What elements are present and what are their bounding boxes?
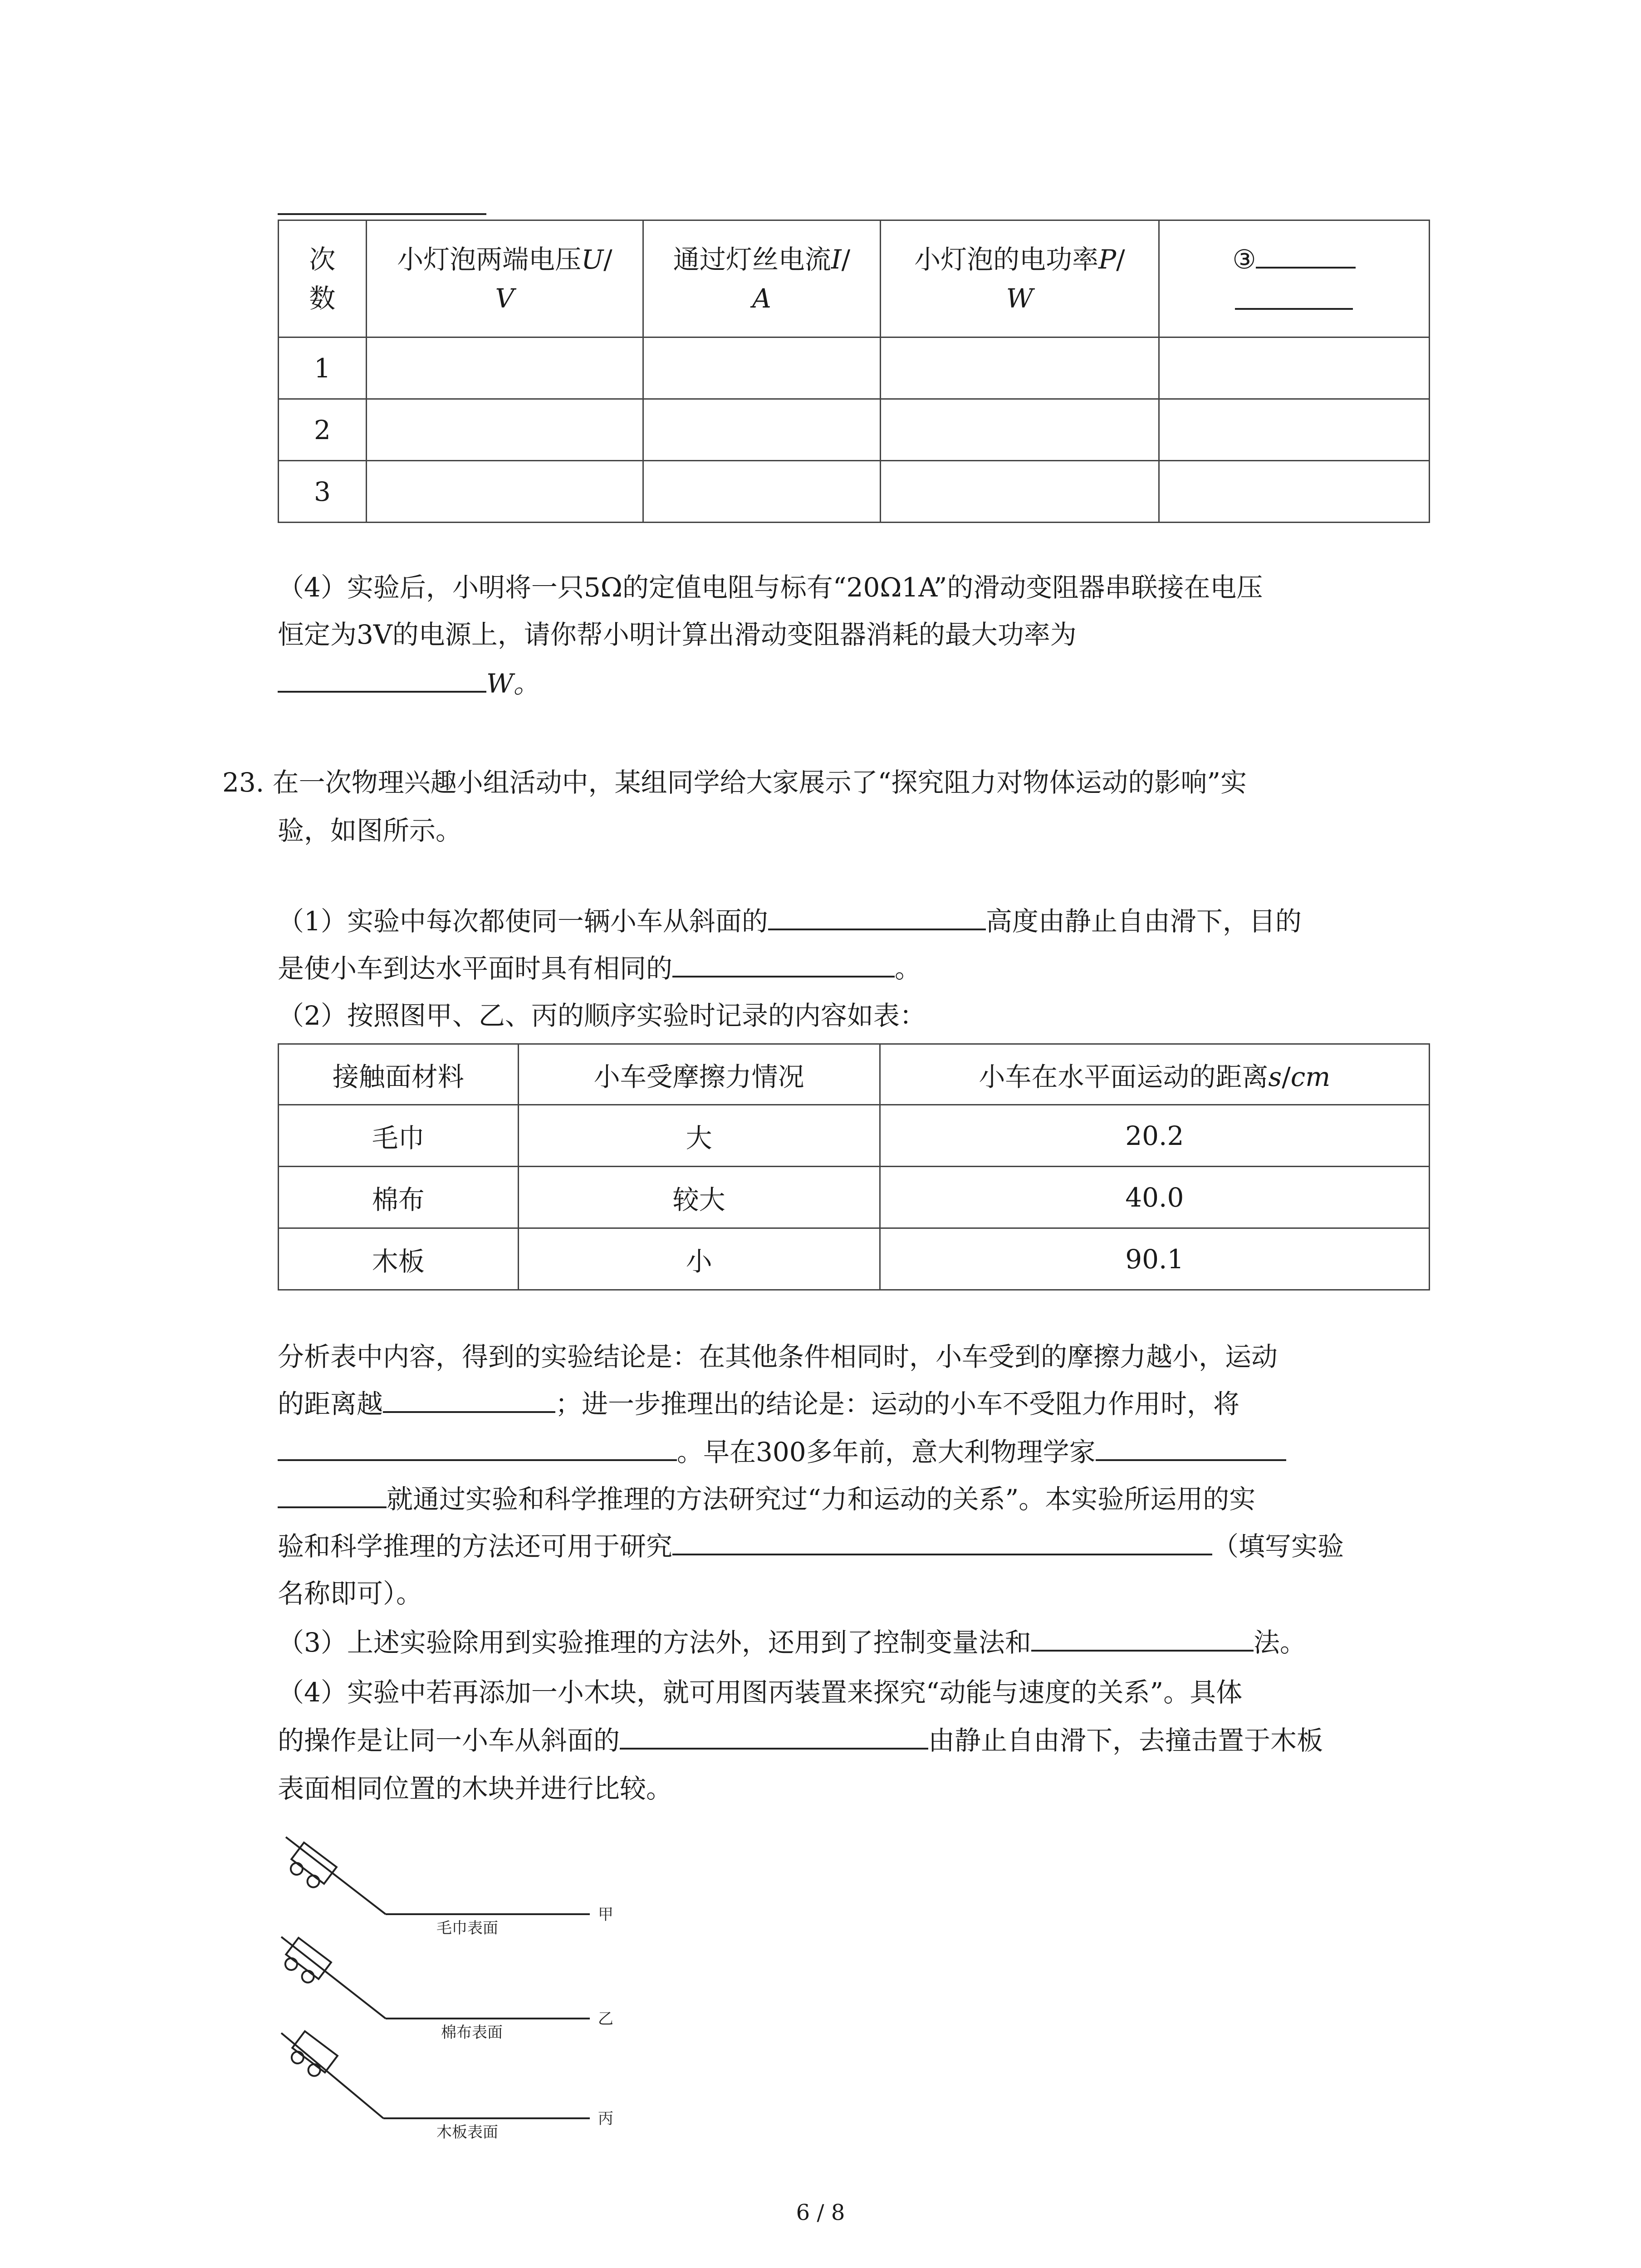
friction-table	[278, 1043, 1430, 1290]
table1-row	[279, 399, 1430, 461]
incline-setup-3	[281, 2031, 590, 2118]
table2-header-friction: 小车受摩擦力情况	[518, 1044, 880, 1105]
incline-setup-1	[285, 1837, 590, 1914]
analysis-line6: 名称即可）。	[278, 1578, 423, 1609]
analysis-line4: 就通过实验和科学推理的方法研究过“力和运动的关系”。本实验所运用的实	[278, 1474, 1255, 1524]
speed-blank[interactable]	[672, 947, 895, 978]
table1-row-index: 2	[279, 399, 367, 461]
setup-label-3: 丙	[598, 2110, 613, 2128]
table1-row	[279, 337, 1430, 399]
top-answer-line	[278, 213, 486, 215]
distance-blank[interactable]	[383, 1382, 555, 1413]
table2-header-distance: 小车在水平面运动的距离s/cm	[880, 1044, 1429, 1105]
height-blank[interactable]	[768, 899, 986, 930]
q23-1-line1: （1）实验中每次都使同一辆小车从斜面的 高度由静止自由滑下，目的	[278, 896, 1302, 946]
answer-blank-3[interactable]	[1256, 238, 1356, 269]
q22-4-line2: 恒定为3V的电源上，请你帮小明计算出滑动变阻器消耗的最大功率为	[278, 619, 1077, 650]
physicist-blank-cont[interactable]	[278, 1477, 387, 1508]
q23-intro-line1: 23. 在一次物理兴趣小组活动中，某组同学给大家展示了“探究阻力对物体运动的影响”实	[222, 767, 1247, 798]
q23-intro-line2: 验，如图所示。	[278, 815, 462, 846]
table1-header-current: 通过灯丝电流I/ A	[643, 220, 881, 337]
surface-label-2: 棉布表面	[441, 2024, 503, 2042]
page-number: 6 / 8	[796, 2200, 845, 2225]
power-unit: W。	[486, 668, 540, 699]
analysis-line3: 。早在300多年前，意大利物理学家	[278, 1427, 1286, 1477]
table2-row: 棉布 较大 40.0	[279, 1167, 1430, 1228]
q23-3-text: （3）上述实验除用到实验推理的方法外，还用到了控制变量法和 法。	[278, 1618, 1306, 1667]
incline-setup-2	[279, 1937, 590, 2019]
table1-header-blank: ③	[1159, 220, 1429, 337]
different-height-blank[interactable]	[620, 1719, 928, 1750]
physicist-blank[interactable]	[1096, 1430, 1286, 1461]
analysis-line1: 分析表中内容，得到的实验结论是：在其他条件相同时，小车受到的摩擦力越小，运动	[278, 1341, 1278, 1372]
setup-label-1: 甲	[598, 1906, 613, 1924]
setup-label-2: 乙	[598, 2010, 613, 2028]
surface-label-1: 毛巾表面	[436, 1919, 498, 1937]
q23-4-line3: 表面相同位置的木块并进行比较。	[278, 1773, 673, 1804]
table2-row: 木板 小 90.1	[279, 1228, 1430, 1290]
table2-header-material: 接触面材料	[279, 1044, 519, 1105]
analysis-line5: 验和科学推理的方法还可用于研究 （填写实验	[278, 1521, 1344, 1571]
measurement-table	[278, 220, 1430, 523]
q23-1-line2: 是使小车到达水平面时具有相同的 。	[278, 943, 921, 993]
method-blank[interactable]	[1031, 1621, 1254, 1652]
table1-row-index: 1	[279, 337, 367, 399]
analysis-line2: 的距离越 ；进一步推理出的结论是：运动的小车不受阻力作用时，将	[278, 1379, 1239, 1429]
answer-blank-3b[interactable]	[1235, 279, 1353, 310]
q22-4-line1: （4）实验后，小明将一只5Ω的定值电阻与标有“20Ω1A”的滑动变阻器串联接在电压	[278, 572, 1263, 603]
table1-row-index: 3	[279, 461, 367, 523]
q23-4-line2: 的操作是让同一小车从斜面的 由静止自由滑下，去撞击置于木板	[278, 1716, 1323, 1765]
surface-label-3: 木板表面	[436, 2123, 498, 2141]
motion-state-blank[interactable]	[278, 1430, 677, 1461]
table1-header-power: 小灯泡的电功率P/ W	[880, 220, 1159, 337]
experiment-name-blank[interactable]	[672, 1525, 1212, 1555]
table1-header-count: 次 数	[279, 220, 367, 337]
table2-row: 毛巾 大 20.2	[279, 1105, 1430, 1167]
q23-4-line1: （4）实验中若再添加一小木块，就可用图丙装置来探究“动能与速度的关系”。具体	[278, 1677, 1243, 1708]
q23-2-text: （2）按照图甲、乙、丙的顺序实验时记录的内容如表：	[278, 1000, 926, 1031]
max-power-blank[interactable]	[278, 662, 486, 693]
incline-experiment-figure	[272, 1819, 635, 2146]
q22-4-line3	[278, 659, 540, 709]
table1-header-voltage: 小灯泡两端电压U/ V	[366, 220, 643, 337]
table1-row	[279, 461, 1430, 523]
